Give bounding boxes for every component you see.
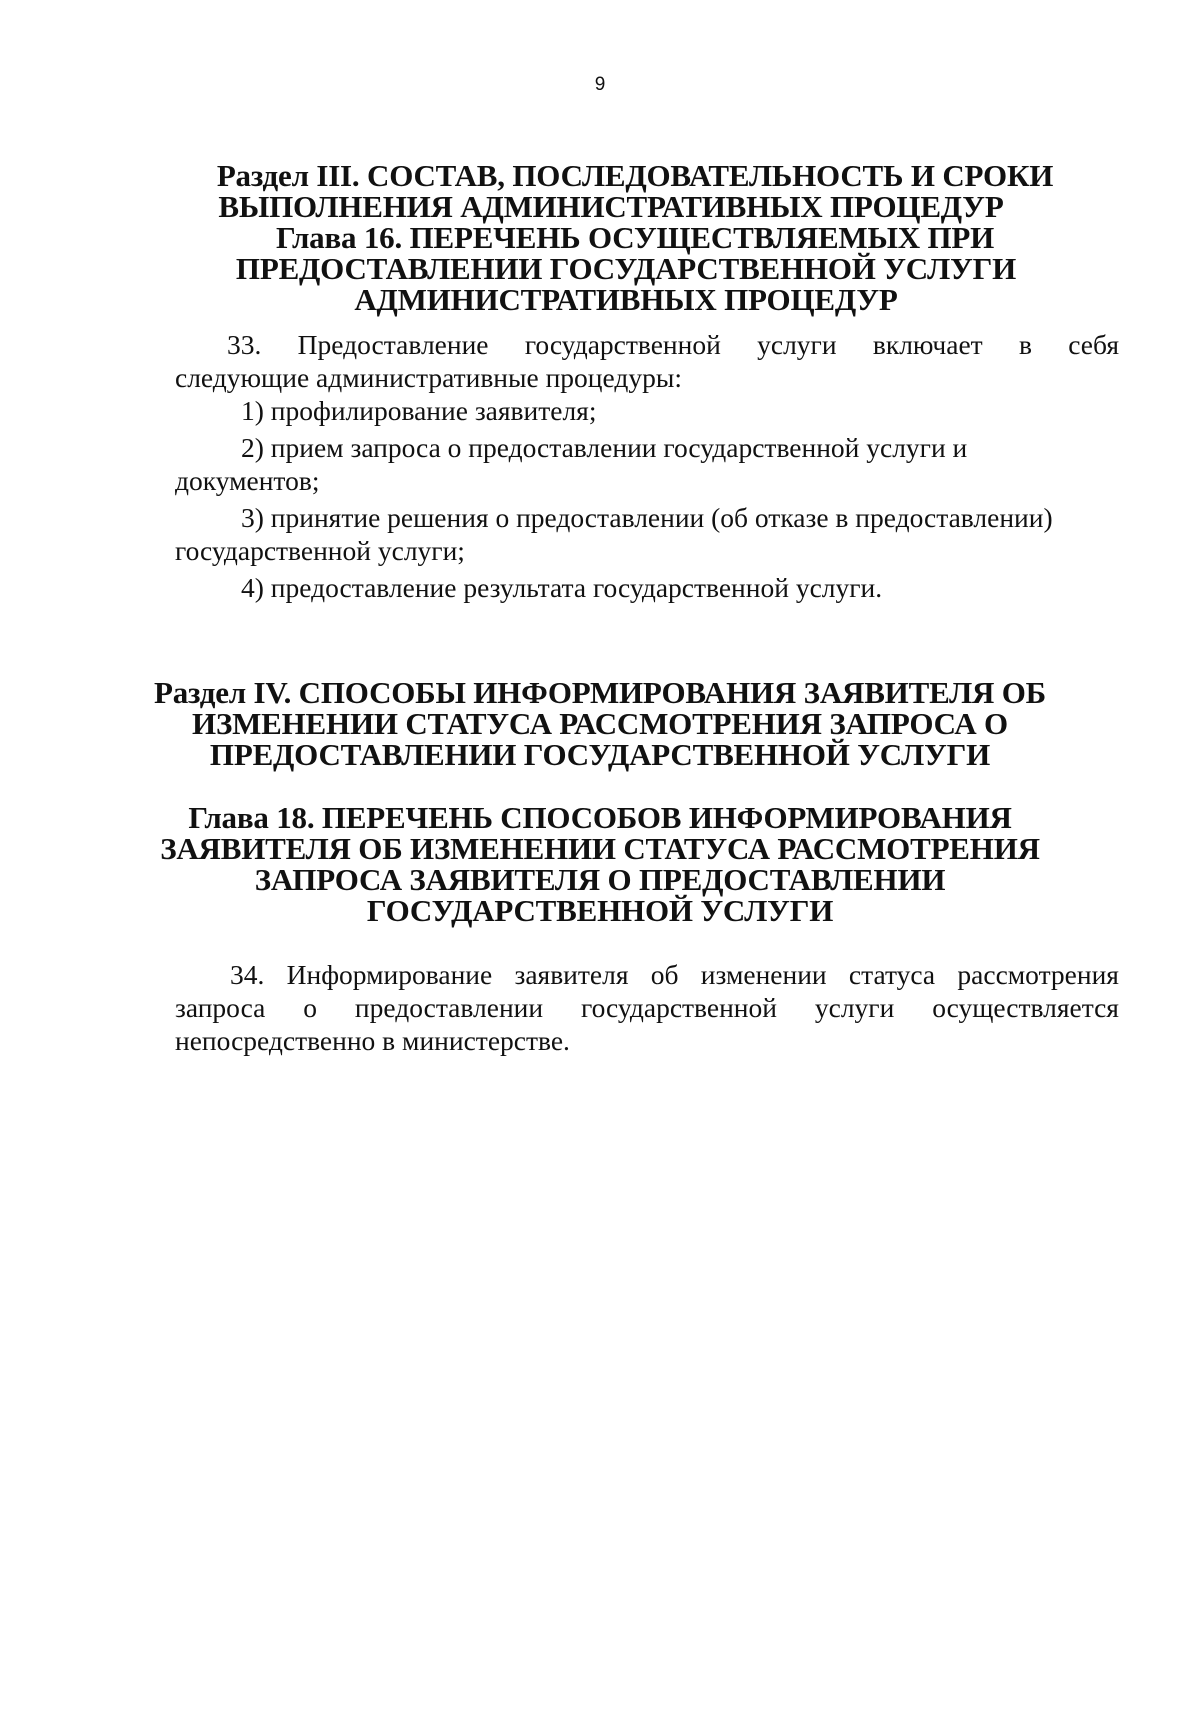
word: государственной bbox=[524, 329, 721, 360]
paragraph-line: непосредственно в министерстве. bbox=[175, 1025, 570, 1056]
paragraph-first-line bbox=[175, 958, 1119, 991]
list-item-continuation: документов; bbox=[175, 465, 320, 496]
section-4-heading bbox=[0, 677, 1200, 770]
list-item: 3) принятие решения о предоставлении (об отказе в предоставлении) bbox=[241, 502, 1053, 533]
word: запроса bbox=[175, 992, 266, 1023]
heading-line: ЗАПРОСА ЗАЯВИТЕЛЯ О ПРЕДОСТАВЛЕНИИ bbox=[254, 862, 946, 897]
heading-line: ИЗМЕНЕНИИ СТАТУСА РАССМОТРЕНИЯ ЗАПРОСА О bbox=[192, 706, 1008, 741]
heading-line: ГОСУДАРСТВЕННОЙ УСЛУГИ bbox=[366, 893, 834, 928]
list-item: 4) предоставление результата государственной услуги. bbox=[241, 572, 883, 603]
word: услуги bbox=[757, 329, 837, 360]
word: осуществляется bbox=[932, 992, 1119, 1023]
heading-line: Глава 16. ПЕРЕЧЕНЬ ОСУЩЕСТВЛЯЕМЫХ ПРИ bbox=[275, 220, 995, 255]
list-item: 2) прием запроса о предоставлении государственной услуги и bbox=[241, 432, 968, 463]
word: 34. bbox=[230, 959, 265, 990]
heading-line: ЗАЯВИТЕЛЯ ОБ ИЗМЕНЕНИИ СТАТУСА РАССМОТРЕНИЯ bbox=[160, 831, 1040, 866]
heading-line: Глава 18. ПЕРЕЧЕНЬ СПОСОБОВ ИНФОРМИРОВАНИЯ bbox=[188, 800, 1012, 835]
word: включает bbox=[872, 329, 983, 360]
paragraph-33 bbox=[175, 328, 1119, 604]
paragraph-line: следующие административные процедуры: bbox=[175, 362, 682, 393]
list-item-continuation: государственной услуги; bbox=[175, 535, 465, 566]
paragraph-first-line bbox=[175, 328, 1119, 361]
heading-line: Раздел III. СОСТАВ, ПОСЛЕДОВАТЕЛЬНОСТЬ И СРОКИ bbox=[216, 158, 1054, 193]
word: заявителя bbox=[514, 959, 629, 990]
word: государственной bbox=[580, 992, 777, 1023]
heading-line: ВЫПОЛНЕНИЯ АДМИНИСТРАТИВНЫХ ПРОЦЕДУР bbox=[218, 189, 1004, 224]
chapter-18-heading bbox=[0, 802, 1200, 926]
word: изменении bbox=[700, 959, 827, 990]
word: об bbox=[650, 959, 679, 990]
page-number: 9 bbox=[594, 74, 606, 95]
word: 33. bbox=[227, 329, 262, 360]
word: в bbox=[1018, 329, 1032, 360]
word: рассмотрения bbox=[957, 959, 1119, 990]
word: предоставлении bbox=[354, 992, 544, 1023]
word: Предоставление bbox=[297, 329, 489, 360]
list-item: 1) профилирование заявителя; bbox=[241, 395, 597, 426]
heading-line: ПРЕДОСТАВЛЕНИИ ГОСУДАРСТВЕННОЙ УСЛУГИ bbox=[209, 737, 991, 772]
word: себя bbox=[1068, 329, 1119, 360]
word: Информирование bbox=[286, 959, 493, 990]
word: статуса bbox=[848, 959, 936, 990]
paragraph-line bbox=[175, 991, 1119, 1024]
word: о bbox=[303, 992, 317, 1023]
section-3-heading bbox=[0, 160, 1200, 315]
word: услуги bbox=[814, 992, 895, 1023]
paragraph-34 bbox=[175, 958, 1119, 1057]
heading-line: ПРЕДОСТАВЛЕНИИ ГОСУДАРСТВЕННОЙ УСЛУГИ bbox=[235, 251, 1017, 286]
heading-line: Раздел IV. СПОСОБЫ ИНФОРМИРОВАНИЯ ЗАЯВИТЕЛЯ ОБ bbox=[154, 675, 1046, 710]
heading-line: АДМИНИСТРАТИВНЫХ ПРОЦЕДУР bbox=[354, 282, 898, 317]
